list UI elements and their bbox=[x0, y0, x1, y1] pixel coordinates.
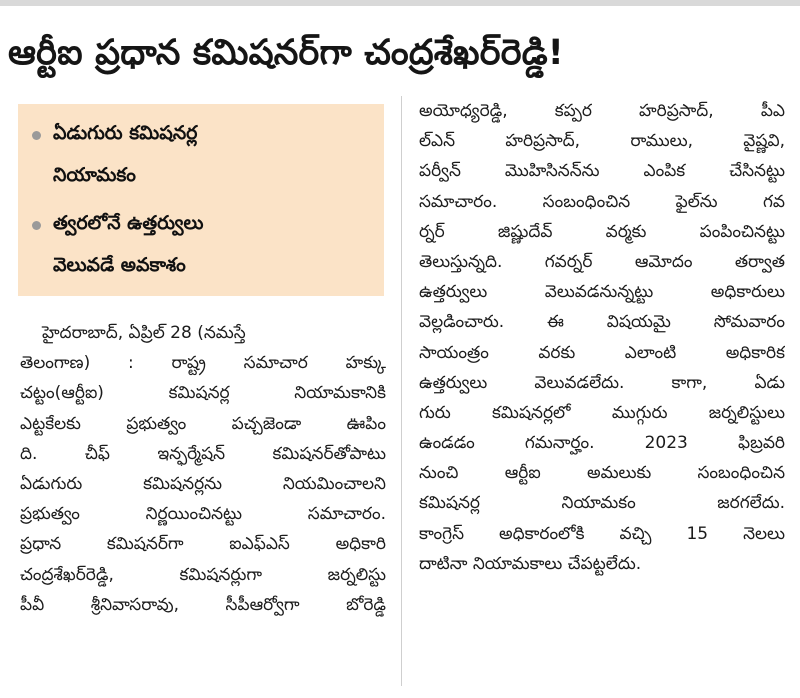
article-line: ల్‌ఎన్‌ హరిప్రసాద్‌, రాములు, వైష్ణవి, bbox=[419, 131, 785, 152]
column-divider bbox=[401, 96, 402, 686]
headline: ఆర్టీఐ ప్రధాన కమిషనర్‌గా చంద్రశేఖర్‌రెడ్డి! bbox=[8, 33, 564, 73]
article-line: పర్వీన్‌ మొహిసినన్‌ను ఎంపిక చేసినట్టు bbox=[419, 161, 785, 182]
highlight-item bbox=[28, 202, 374, 286]
article-line: ప్రభుత్వం నిర్ణయించినట్టు సమాచారం. bbox=[20, 504, 386, 525]
article-line: చంద్రశేఖర్‌రెడ్డి, కమిషనర్లుగా జర్నలిస్టు bbox=[20, 564, 386, 585]
top-border bbox=[0, 0, 800, 6]
article-line: కాంగ్రెస్‌ అధికారంలోకి వచ్చి 15 నెలలు bbox=[419, 523, 785, 544]
article-line: వెల్లడించారు. ఈ విషయమై సోమవారం bbox=[419, 312, 785, 333]
article-line: ఉత్తర్వులు వెలువడనున్నట్టు అధికారులు bbox=[419, 282, 785, 303]
highlight-line: ఏడుగురు కమిషనర్ల bbox=[53, 122, 198, 144]
article-line: ఏడుగురు కమిషనర్లను నియమించాలని bbox=[20, 473, 386, 494]
article-line: నుంచి ఆర్టీఐ అమలుకు సంబంధించిన bbox=[419, 463, 785, 484]
article-line: గురు కమిషనర్లలో ముగ్గురు జర్నలిస్టులు bbox=[419, 402, 785, 423]
article-line: కమిషనర్ల నియామకం జరగలేదు. bbox=[419, 493, 785, 514]
highlight-text bbox=[53, 202, 353, 286]
article-line: తెలుస్తున్నది. గవర్నర్‌ ఆమోదం తర్వాత bbox=[419, 251, 785, 272]
highlight-text bbox=[53, 112, 353, 196]
article-line: దాటినా నియామకాలు చేపట్టలేదు. bbox=[419, 553, 642, 574]
bullet-icon bbox=[32, 131, 41, 140]
article-line: ఉత్తర్వులు వెలువడలేదు. కాగా, ఏడు bbox=[419, 372, 785, 393]
article-right-column bbox=[419, 96, 785, 579]
bullet-icon bbox=[32, 221, 41, 230]
article-line: సమాచారం. సంబంధించిన ఫైల్‌ను గవ bbox=[419, 191, 785, 212]
article-line: హైదరాబాద్‌, ఏప్రిల్‌ 28 (నమస్తే bbox=[42, 323, 246, 343]
article-line: ఉండడం గమనార్హం. 2023 ఫిబ్రవరి bbox=[419, 433, 785, 454]
article-line: ప్రధాన కమిషనర్‌గా ఐఎఫ్‌ఎస్‌ అధికారి bbox=[20, 534, 386, 555]
article-line: అయోధ్యరెడ్డి, కప్పర హరిప్రసాద్‌, పీఎ bbox=[419, 101, 785, 121]
article-line: సాయంత్రం వరకు ఎలాంటి అధికారిక bbox=[419, 342, 785, 363]
article-line: ది. చీఫ్‌ ఇన్ఫర్మేషన్‌ కమిషనర్‌తోపాటు bbox=[20, 443, 386, 464]
article-line: పీవీ శ్రీనివాసరావు, సీపీఆర్వోగా బోరెడ్డి bbox=[20, 594, 386, 615]
article-line: ఎట్టకేలకు ప్రభుత్వం పచ్చజెండా ఊపిం bbox=[20, 413, 386, 434]
highlight-line: నియామకం bbox=[53, 164, 136, 186]
highlight-item bbox=[28, 112, 374, 196]
highlight-line: త్వరలోనే ఉత్తర్వులు bbox=[53, 212, 204, 234]
article-line: తెలంగాణ) : రాష్ట్ర సమాచార హక్కు bbox=[20, 353, 386, 374]
article-left-column bbox=[20, 318, 386, 620]
highlight-line: వెలువడే అవకాశం bbox=[53, 254, 186, 276]
article-line: చట్టం(ఆర్టీఐ) కమిషనర్ల నియామకానికి bbox=[20, 383, 386, 404]
article-line: ర్నర్‌ జిష్ణుదేవ్‌ వర్మకు పంపించినట్టు bbox=[419, 221, 785, 242]
highlights-box bbox=[18, 104, 384, 296]
